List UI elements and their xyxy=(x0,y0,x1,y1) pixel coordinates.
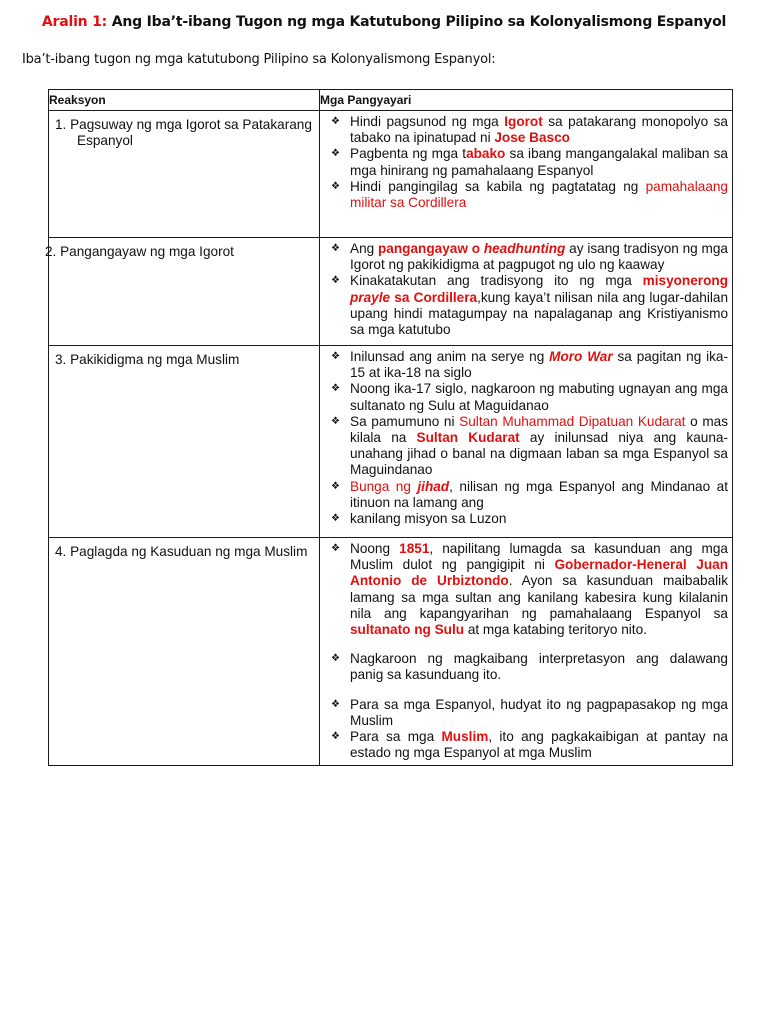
list-item: ❖ Para sa mga Muslim, ito ang pagkakaibigan at pantay na estado ng mga Espanyol at mga Muslim xyxy=(331,729,728,761)
reaction-cell xyxy=(49,111,320,238)
diamond-bullet-icon: ❖ xyxy=(331,148,340,160)
header-reaction: Reaksyon xyxy=(49,90,320,111)
list-item: ❖ Hindi pangingilag sa kabila ng pagtatatag ng pamahalaang militar sa Cordillera xyxy=(331,178,728,211)
list-item: ❖ Noong 1851, napilitang lumagda sa kasunduan ang mga Muslim dulot ng pangigipit ni Gobernador-Heneral Juan Antonio de Urbiztondo. Ayon sa kasunduan maibabalik lamang sa mga sultan ang kanilang kabesira kung kilalanin nila ang kapangyarihan ng pamahalaang Espanyol sa sultanato ng Sulu at mga katabing teritoryo nito. xyxy=(331,541,728,638)
lesson-label: Aralin 1: xyxy=(41,14,108,30)
list-item: ❖ Para sa mga Espanyol, hudyat ito ng pagpapasakop ng mga Muslim xyxy=(331,696,728,728)
reaction-label-cont: Espanyol xyxy=(77,133,133,149)
diamond-bullet-icon: ❖ xyxy=(331,383,340,395)
table-row xyxy=(49,346,733,538)
reactions-table xyxy=(45,89,733,766)
list-item: ❖ Hindi pagsunod ng mga Igorot sa patakarang monopolyo sa tabako na ipinatupad ni Jose Basco xyxy=(331,114,728,146)
diamond-bullet-icon: ❖ xyxy=(331,480,340,492)
diamond-bullet-icon: ❖ xyxy=(331,275,340,287)
reaction-cell xyxy=(49,538,320,766)
reaction-label: 1. Pagsuway ng mga Igorot sa Patakarang xyxy=(55,117,312,132)
diamond-bullet-icon: ❖ xyxy=(331,116,340,127)
diamond-bullet-icon: ❖ xyxy=(331,513,340,525)
events-cell xyxy=(320,538,733,766)
list-item: ❖ Pagbenta ng mga tabako sa ibang mangangalakal maliban sa mga hinirang ng pamahalaang Espanyol xyxy=(331,146,728,178)
reaction-label: 4. Paglagda ng Kasuduan ng mga Muslim xyxy=(55,544,308,559)
lesson-title xyxy=(0,14,768,30)
events-cell xyxy=(320,111,733,238)
diamond-bullet-icon: ❖ xyxy=(331,731,340,743)
diamond-bullet-icon: ❖ xyxy=(331,543,340,554)
list-item: ❖ Sa pamumuno ni Sultan Muhammad Dipatuan Kudarat o mas kilala na Sultan Kudarat ay inilunsad niya ang kauna-unahang jihad o banal na digmaan laban sa mga Espanyol sa Maguindanao xyxy=(331,413,729,478)
reaction-label: 2. Pangangayaw ng mga Igorot xyxy=(45,244,234,259)
table-header-row xyxy=(49,90,733,111)
reaction-label: 3. Pakikidigma ng mga Muslim xyxy=(55,352,240,367)
list-item: ❖ Inilunsad ang anim na serye ng Moro War sa pagitan ng ika-15 at ika-18 na siglo xyxy=(331,349,729,381)
list-item: ❖ Noong ika-17 siglo, nagkaroon ng mabuting ugnayan ang mga sultanato ng Sulu at Maguidanao xyxy=(331,381,728,413)
intro-text: Iba’t-ibang tugon ng mga katutubong Pilipino sa Kolonyalismong Espanyol: xyxy=(22,52,496,67)
header-events: Mga Pangyayari xyxy=(320,90,733,111)
list-item: ❖ kanilang misyon sa Luzon xyxy=(331,511,507,527)
reaction-cell xyxy=(49,346,320,538)
events-cell xyxy=(320,346,733,538)
diamond-bullet-icon: ❖ xyxy=(331,180,340,192)
diamond-bullet-icon: ❖ xyxy=(331,415,340,427)
list-item: ❖ Ang pangangayaw o headhunting ay isang tradisyon ng mga Igorot ng pakikidigma at pagpugot ng ulo ng kaaway xyxy=(331,241,728,273)
diamond-bullet-icon: ❖ xyxy=(331,698,340,710)
diamond-bullet-icon: ❖ xyxy=(331,243,340,254)
diamond-bullet-icon: ❖ xyxy=(331,653,340,665)
list-item: ❖ Kinakatakutan ang tradisyong ito ng mga misyonerong prayle sa Cordillera,kung kaya’t nilisan nila ang lugar-dahilan upang hindi matagumpay na napalaganap ang Kristiyanismo sa mga katutubo xyxy=(331,273,728,338)
table-row xyxy=(49,538,733,766)
list-item: ❖ Nagkaroon ng magkaibang interpretasyon ang dalawang panig sa kasunduang ito. xyxy=(331,651,728,683)
list-item: ❖ Bunga ng jihad, nilisan ng mga Espanyol ang Mindanao at itinuon na lamang ang xyxy=(331,478,728,510)
lesson-title-text: Ang Iba’t-ibang Tugon ng mga Katutubong Pilipino sa Kolonyalismong Espanyol xyxy=(111,14,727,30)
events-cell xyxy=(320,238,733,346)
table-row xyxy=(49,238,733,346)
diamond-bullet-icon: ❖ xyxy=(331,351,340,362)
reaction-cell xyxy=(45,238,320,346)
table-row xyxy=(49,111,733,238)
